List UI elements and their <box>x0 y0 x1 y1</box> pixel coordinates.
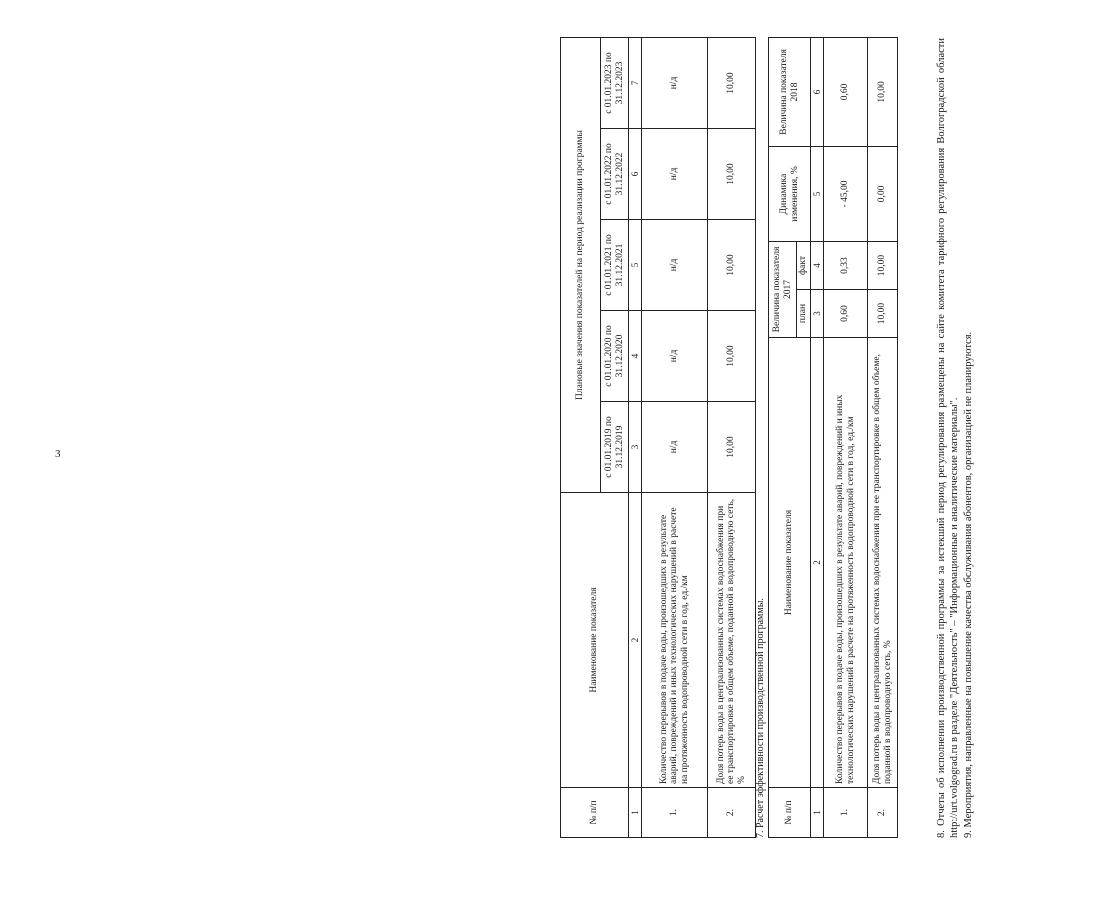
t2-colnum: 6 <box>811 37 824 146</box>
t2-row-no: 1. <box>824 788 868 838</box>
t1-colnum: 5 <box>629 220 642 311</box>
table-row <box>708 38 756 838</box>
t1-colnum: 1 <box>629 788 642 838</box>
t2-header-value2018: Величина показателя 2018 <box>769 37 811 146</box>
t1-value: н/д <box>642 220 708 311</box>
t1-header-period: с 01.01.2022 по 31.12.2022 <box>601 129 629 220</box>
t2-row-no: 2. <box>868 788 898 838</box>
t1-header-period: с 01.01.2023 по 31.12.2023 <box>601 38 629 129</box>
t2-value2018: 10,00 <box>868 37 898 146</box>
t1-value: 10,00 <box>708 402 756 493</box>
t2-header-value2017: Величина показателя 2017 <box>769 241 797 337</box>
t2-header-plan: план <box>797 290 811 338</box>
t1-colnum: 7 <box>629 38 642 129</box>
t2-dynamics: 0,00 <box>868 146 898 241</box>
t2-header-name: Наименование показателя <box>769 338 811 788</box>
t1-value: н/д <box>642 311 708 402</box>
t2-plan: 10,00 <box>868 290 898 338</box>
t2-header-no: № п/п <box>769 788 811 838</box>
t2-colnum: 3 <box>811 290 824 338</box>
t2-dynamics: - 45,00 <box>824 146 868 241</box>
t2-colnum: 5 <box>811 146 824 241</box>
t1-header-group: Плановые значения показателей на период реализации программы <box>561 38 601 493</box>
t2-row-name: Количество перерывов в подаче воды, произошедших в результате аварий, повреждений и иных технологических нарушений в расчете на протяженность водопроводной сети в год, ед./км <box>824 338 868 788</box>
t1-value: 10,00 <box>708 38 756 129</box>
t2-value2018: 0,60 <box>824 37 868 146</box>
t1-header-period: с 01.01.2019 по 31.12.2019 <box>601 402 629 493</box>
t1-value: 10,00 <box>708 129 756 220</box>
notes <box>935 38 975 838</box>
planned-indicators-table <box>560 37 756 838</box>
t2-colnum: 4 <box>811 241 824 289</box>
t2-colnum: 2 <box>811 338 824 788</box>
t1-header-period: с 01.01.2020 по 31.12.2020 <box>601 311 629 402</box>
t1-colnum: 2 <box>629 493 642 788</box>
t1-header-period: с 01.01.2021 по 31.12.2021 <box>601 220 629 311</box>
t1-row-name: Доля потерь воды в централизованных системах водоснабжения при ее транспортировке в общем объеме, поданной в водопроводную сеть, % <box>708 493 756 788</box>
note-9: 9. Мероприятия, направленные на повышение качества обслуживания абонентов, организацией не планируются. <box>962 331 974 838</box>
t2-fact: 0,33 <box>824 241 868 289</box>
table-row <box>824 37 868 837</box>
rotated-page-content <box>560 35 1120 870</box>
t2-plan: 0,60 <box>824 290 868 338</box>
t1-colnum: 4 <box>629 311 642 402</box>
section-7-title: 7. Расчет эффективности производственной программы. <box>755 598 766 838</box>
t1-value: н/д <box>642 38 708 129</box>
t1-value: 10,00 <box>708 311 756 402</box>
t2-header-fact: факт <box>797 241 811 289</box>
t1-value: н/д <box>642 402 708 493</box>
note-8: 8. Отчеты об исполнении производственной программы за истекший период регулирования размещены на сайте комитета тарифного регулирования Волгоградской области http://urt.volgograd.ru в разделе "Деятельность" – "Информационные и аналитические материалы". <box>936 38 961 838</box>
t2-fact: 10,00 <box>868 241 898 289</box>
t1-colnum: 3 <box>629 402 642 493</box>
t1-colnum: 6 <box>629 129 642 220</box>
t2-colnum: 1 <box>811 788 824 838</box>
t1-value: 10,00 <box>708 220 756 311</box>
page-number: 3 <box>55 448 61 460</box>
table-row <box>642 38 708 838</box>
efficiency-table <box>768 37 898 838</box>
table-row <box>868 37 898 837</box>
t1-value: н/д <box>642 129 708 220</box>
t1-row-name: Количество перерывов в подаче воды, произошедших в результате аварий, повреждений и иных технологических нарушений в расчете на протяженность водопроводной сети в год, ед./км <box>642 493 708 788</box>
t2-row-name: Доля потерь воды в централизованных системах водоснабжения при ее транспортировке в общем объеме, поданной в водопроводную сеть, % <box>868 338 898 788</box>
t1-header-no: № п/п <box>561 788 629 838</box>
t2-header-dynamics: Динамика изменения, % <box>769 146 811 241</box>
t1-row-no: 2. <box>708 788 756 838</box>
t1-header-name: Наименование показателя <box>561 493 629 788</box>
t1-row-no: 1. <box>642 788 708 838</box>
